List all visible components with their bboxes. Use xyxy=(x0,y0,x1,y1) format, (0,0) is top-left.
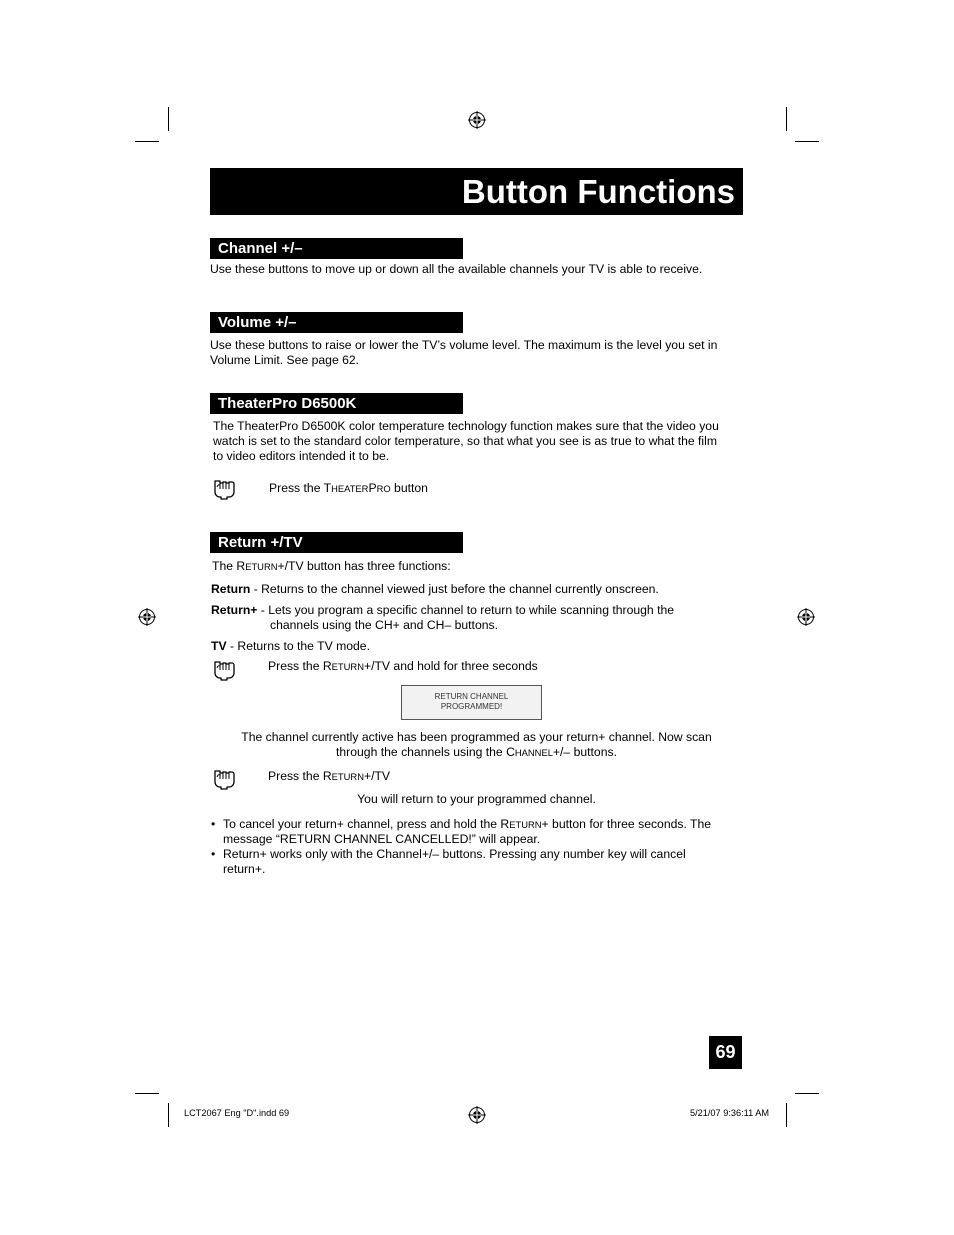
registration-mark-icon xyxy=(468,111,486,129)
registration-mark-icon xyxy=(797,608,815,626)
channel-heading: Channel +/– xyxy=(218,240,303,257)
registration-mark-icon xyxy=(468,1106,486,1124)
footer-datetime: 5/21/07 9:36:11 AM xyxy=(690,1108,770,1118)
tv-function: TV - Returns to the TV mode. xyxy=(211,639,370,653)
theaterpro-body-line: The TheaterPro D6500K color temperature technology function makes sure that the video you xyxy=(213,419,719,433)
hand-press-icon xyxy=(212,767,236,791)
crop-mark xyxy=(168,107,169,131)
page-number: 69 xyxy=(709,1036,742,1069)
bullet-marker: • xyxy=(211,847,216,861)
returnplus-function-cont: channels using the CH+ and CH– buttons. xyxy=(270,618,498,632)
volume-body-line: Volume Limit. See page 62. xyxy=(210,353,360,367)
crop-mark xyxy=(786,107,787,131)
return-heading: Return +/TV xyxy=(218,534,303,551)
returnplus-function: Return+ - Lets you program a specific channel to return to while scanning through the xyxy=(211,603,675,617)
bullet-item-line: return+. xyxy=(223,862,266,876)
programmed-note-line: through the channels using the CHANNEL+/– buttons. xyxy=(336,745,617,759)
volume-body-line: Use these buttons to raise or lower the TV’s volume level. The maximum is the level you set in xyxy=(210,338,718,352)
crop-mark xyxy=(795,141,819,142)
volume-heading: Volume +/– xyxy=(218,314,297,331)
page-title: Button Functions xyxy=(461,173,735,210)
return-step1: Press the RETURN+/TV and hold for three seconds xyxy=(268,659,538,673)
registration-mark-icon xyxy=(138,608,156,626)
channel-body: Use these buttons to move up or down all the available channels your TV is able to receive. xyxy=(210,262,703,276)
onscreen-message-box xyxy=(401,685,542,720)
return-step2: Press the RETURN+/TV xyxy=(268,769,391,783)
crop-mark xyxy=(135,141,159,142)
channel-heading-bar xyxy=(210,238,463,259)
crop-mark xyxy=(786,1103,787,1127)
theaterpro-heading-bar xyxy=(210,393,463,414)
crop-mark xyxy=(795,1093,819,1094)
volume-heading-bar xyxy=(210,312,463,333)
theaterpro-body-line: watch is set to the standard color temperature, so that what you see is as true to what the film xyxy=(213,434,718,448)
onscreen-message-line: PROGRAMMED! xyxy=(440,702,503,711)
bullet-item-line: To cancel your return+ channel, press and hold the RETURN+ button for three seconds. The xyxy=(223,817,712,831)
theaterpro-press-instruction: Press the THEATERPRO button xyxy=(269,481,428,495)
theaterpro-body-line: to video editors intended it to be. xyxy=(213,449,390,463)
bullet-item-line: message “RETURN CHANNEL CANCELLED!” will appear. xyxy=(223,832,541,846)
bullet-marker: • xyxy=(211,817,216,831)
crop-mark xyxy=(168,1103,169,1127)
bullet-item-line: Return+ works only with the Channel+/– buttons. Pressing any number key will cancel xyxy=(223,847,686,861)
return-function: Return - Returns to the channel viewed just before the channel currently onscreen. xyxy=(211,582,659,596)
programmed-note-line: The channel currently active has been programmed as your return+ channel. Now scan xyxy=(241,730,712,744)
page-title-bar xyxy=(210,168,743,215)
hand-press-icon xyxy=(212,658,236,682)
return-result: You will return to your programmed channel. xyxy=(357,792,596,806)
onscreen-message-line: RETURN CHANNEL xyxy=(434,692,509,701)
return-intro: The RETURN+/TV button has three functions: xyxy=(212,559,451,573)
hand-press-icon xyxy=(212,477,236,501)
footer-file: LCT2067 Eng "D".indd 69 xyxy=(184,1108,290,1118)
return-heading-bar xyxy=(210,532,463,553)
theaterpro-heading: TheaterPro D6500K xyxy=(218,395,357,412)
crop-mark xyxy=(135,1093,159,1094)
